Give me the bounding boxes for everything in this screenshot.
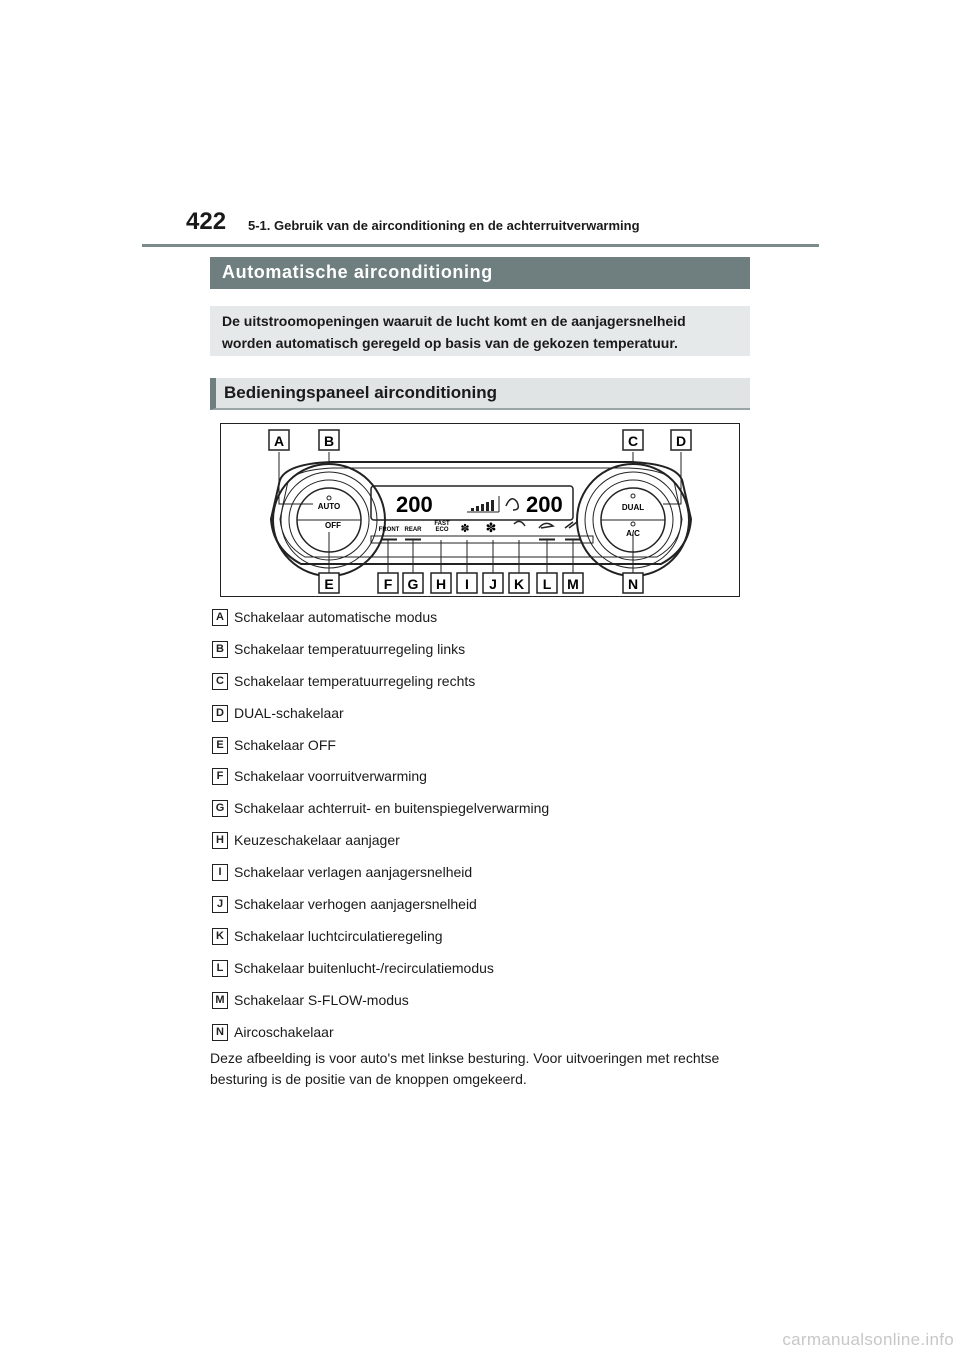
legend-key: G — [212, 800, 228, 817]
legend-item — [212, 767, 549, 799]
fan-level-icon — [467, 496, 499, 512]
svg-text:F: F — [383, 576, 393, 592]
callout-k — [509, 573, 529, 593]
legend-key: M — [212, 992, 228, 1009]
callout-i — [457, 573, 477, 593]
callout-h — [431, 573, 451, 593]
watermark: carmanualsonline.info — [782, 1330, 954, 1349]
header-rule — [142, 244, 819, 247]
intro-text: De uitstroomopeningen waaruit de lucht komt en de aanjagersnelheid worden automatisch geregeld op basis van de gekozen temperatuur. — [210, 306, 750, 356]
callout-l — [537, 573, 557, 593]
legend-list — [212, 608, 549, 1054]
callout-b — [319, 430, 339, 450]
legend-text: Schakelaar S-FLOW-modus — [234, 991, 409, 1008]
legend-key: H — [212, 832, 228, 849]
legend-key: B — [212, 641, 228, 658]
legend-text: Aircoschakelaar — [234, 1023, 334, 1040]
legend-key: I — [212, 864, 228, 881]
legend-text: Schakelaar temperatuurregeling links — [234, 640, 466, 657]
svg-text:K: K — [513, 576, 525, 592]
legend-item — [212, 640, 549, 672]
svg-text:G: G — [407, 576, 419, 592]
legend-item — [212, 608, 549, 640]
legend-text: Schakelaar verlagen aanjagersnelheid — [234, 864, 473, 881]
svg-text:E: E — [324, 576, 334, 592]
legend-item — [212, 799, 549, 831]
legend-text: Schakelaar luchtcirculatieregeling — [234, 927, 443, 944]
legend-key: A — [212, 609, 228, 626]
auto-label: AUTO — [317, 502, 341, 511]
fan-high-icon: ✽ — [485, 520, 497, 535]
subsection-title: Bedieningspaneel airconditioning — [210, 378, 750, 410]
svg-text:H: H — [435, 576, 447, 592]
legend-text: Schakelaar buitenlucht-/recirculatiemodus — [234, 959, 494, 976]
legend-item — [212, 831, 549, 863]
legend-text: Schakelaar achterruit- en buitenspiegelverwarming — [234, 800, 550, 817]
callout-c — [623, 430, 643, 450]
legend-key: C — [212, 673, 228, 690]
display-right-temp: 200 — [526, 492, 563, 517]
fan-low-icon: ✽ — [460, 523, 470, 535]
fast-label: FAST — [434, 521, 450, 527]
legend-item — [212, 736, 549, 768]
legend-text: Schakelaar verhogen aanjagersnelheid — [234, 896, 477, 913]
recirculation-icon — [539, 523, 553, 528]
dual-label: DUAL — [621, 503, 645, 512]
airflow-icon — [506, 499, 518, 510]
button-strip — [371, 536, 593, 543]
legend-text: Keuzeschakelaar aanjager — [234, 832, 400, 849]
legend-text: Schakelaar temperatuurregeling rechts — [234, 672, 476, 689]
display-left-temp: 200 — [396, 492, 433, 517]
control-panel-figure — [220, 423, 740, 597]
legend-key: N — [212, 1024, 228, 1041]
legend-item — [212, 959, 549, 991]
callout-j — [483, 573, 503, 593]
svg-text:J: J — [489, 576, 497, 592]
s-flow-icon — [565, 522, 577, 528]
svg-text:M: M — [567, 576, 579, 592]
ac-label: A/C — [626, 529, 640, 538]
legend-text: Schakelaar OFF — [234, 736, 336, 753]
legend-text: DUAL-schakelaar — [234, 704, 344, 721]
svg-text:C: C — [627, 433, 639, 449]
legend-item — [212, 863, 549, 895]
eco-label: ECO — [435, 527, 449, 533]
legend-key: L — [212, 960, 228, 977]
legend-key: J — [212, 896, 228, 913]
air-circulation-icon — [514, 521, 525, 526]
callout-a — [269, 430, 289, 450]
legend-text: Schakelaar automatische modus — [234, 609, 438, 625]
control-panel-illustration — [221, 424, 741, 598]
callout-f — [378, 573, 398, 593]
legend-key: D — [212, 705, 228, 722]
legend-item — [212, 704, 549, 736]
svg-text:N: N — [627, 576, 639, 592]
callout-d — [671, 430, 691, 450]
rear-defrost-label: REAR — [404, 527, 422, 533]
off-label: OFF — [325, 521, 341, 530]
legend-key: E — [212, 737, 228, 754]
section-title: Automatische airconditioning — [210, 257, 750, 289]
legend-key: K — [212, 928, 228, 945]
callout-e — [319, 573, 339, 593]
svg-text:A: A — [273, 433, 285, 449]
legend-text: Schakelaar voorruitverwarming — [234, 768, 427, 785]
legend-item — [212, 895, 549, 927]
running-head: 5-1. Gebruik van de airconditioning en de achterruitverwarming — [248, 218, 640, 233]
legend-item — [212, 672, 549, 704]
svg-text:D: D — [675, 433, 687, 449]
legend-item — [212, 991, 549, 1023]
page-number: 422 — [186, 208, 227, 235]
svg-text:B: B — [323, 433, 335, 449]
svg-text:I: I — [465, 576, 469, 592]
callout-n — [623, 573, 643, 593]
callout-g — [403, 573, 423, 593]
legend-key: F — [212, 768, 228, 785]
note-text: Deze afbeelding is voor auto's met linkse besturing. Voor uitvoeringen met rechtse besturing is de positie van de knoppen omgekeerd. — [210, 1050, 720, 1087]
front-defrost-label: FRONT — [378, 527, 400, 533]
callout-m — [563, 573, 583, 593]
legend-item — [212, 927, 549, 959]
svg-text:L: L — [542, 576, 552, 592]
